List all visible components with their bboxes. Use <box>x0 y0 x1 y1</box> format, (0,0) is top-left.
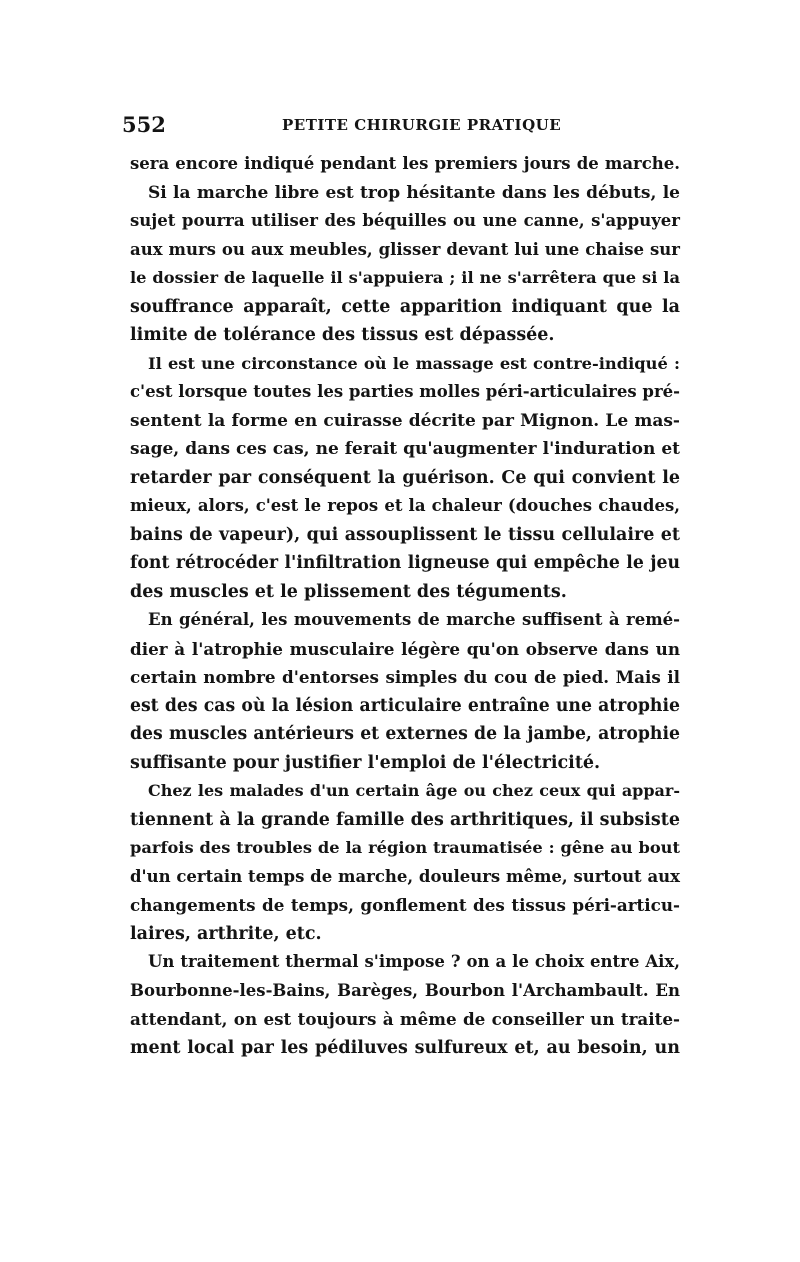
text-line: certain nombre d'entorses simples du cou de pied. Mais il <box>130 667 680 687</box>
text-line: Chez les malades d'un certain âge ou chez ceux qui appar- <box>148 781 680 800</box>
text-line: bains de vapeur), qui assouplissent le tissu cellulaire et <box>130 524 680 545</box>
running-title: PETITE CHIRURGIE PRATIQUE <box>282 116 562 134</box>
text-line: Il est une circonstance où le massage est contre-indiqué : <box>148 353 680 373</box>
text-line: attendant, on est toujours à même de conseiller un traite- <box>130 1009 680 1029</box>
text-line: suffisante pour justifier l'emploi de l'électricité. <box>130 752 601 773</box>
text-line: des muscles antérieurs et externes de la jambe, atrophie <box>130 724 680 744</box>
body-text <box>130 150 680 1062</box>
text-line: souffrance apparaît, cette apparition indiquant que la <box>130 296 680 317</box>
text-line: mieux, alors, c'est le repos et la chaleur (douches chaudes, <box>130 496 680 515</box>
text-line: laires, arthrite, etc. <box>130 923 322 944</box>
text-line: sujet pourra utiliser des béquilles ou une canne, s'appuyer <box>130 211 680 230</box>
text-line: font rétrocéder l'infiltration ligneuse qui empêche le jeu <box>130 553 680 573</box>
text-line: sentent la forme en cuirasse décrite par Mignon. Le mas- <box>130 410 680 431</box>
text-line: Bourbonne-les-Bains, Barèges, Bourbon l'Archambault. En <box>130 980 680 1000</box>
text-line: tiennent à la grande famille des arthritiques, il subsiste <box>130 809 680 830</box>
text-line: ment local par les pédiluves sulfureux et, au besoin, un <box>130 1037 680 1058</box>
text-line: Un traitement thermal s'impose ? on a le choix entre Aix, <box>148 952 680 971</box>
text-line: En général, les mouvements de marche suffisent à remé- <box>148 610 680 629</box>
page-number: 552 <box>122 112 166 137</box>
text-line: le dossier de laquelle il s'appuiera ; il ne s'arrêtera que si la <box>130 268 680 287</box>
text-line: parfois des troubles de la région traumatisée : gêne au bout <box>130 838 680 857</box>
text-line: changements de temps, gonflement des tissus péri-articu- <box>130 895 680 915</box>
text-line: est des cas où la lésion articulaire entraîne une atrophie <box>130 695 680 716</box>
text-line: des muscles et le plissement des téguments. <box>130 581 567 602</box>
text-line: limite de tolérance des tissus est dépassée. <box>130 325 555 345</box>
text-line: c'est lorsque toutes les parties molles péri-articulaires pré- <box>130 382 680 401</box>
text-line: sage, dans ces cas, ne ferait qu'augmenter l'induration et <box>130 439 680 459</box>
text-line: aux murs ou aux meubles, glisser devant lui une chaise sur <box>130 239 680 259</box>
text-line: sera encore indiqué pendant les premiers jours de marche. <box>130 154 680 173</box>
text-line: Si la marche libre est trop hésitante dans les débuts, le <box>148 182 680 203</box>
page-header <box>122 112 682 142</box>
text-line: d'un certain temps de marche, douleurs même, surtout aux <box>130 866 680 886</box>
text-line: retarder par conséquent la guérison. Ce qui convient le <box>130 467 680 488</box>
text-line: dier à l'atrophie musculaire légère qu'on observe dans un <box>130 638 680 659</box>
